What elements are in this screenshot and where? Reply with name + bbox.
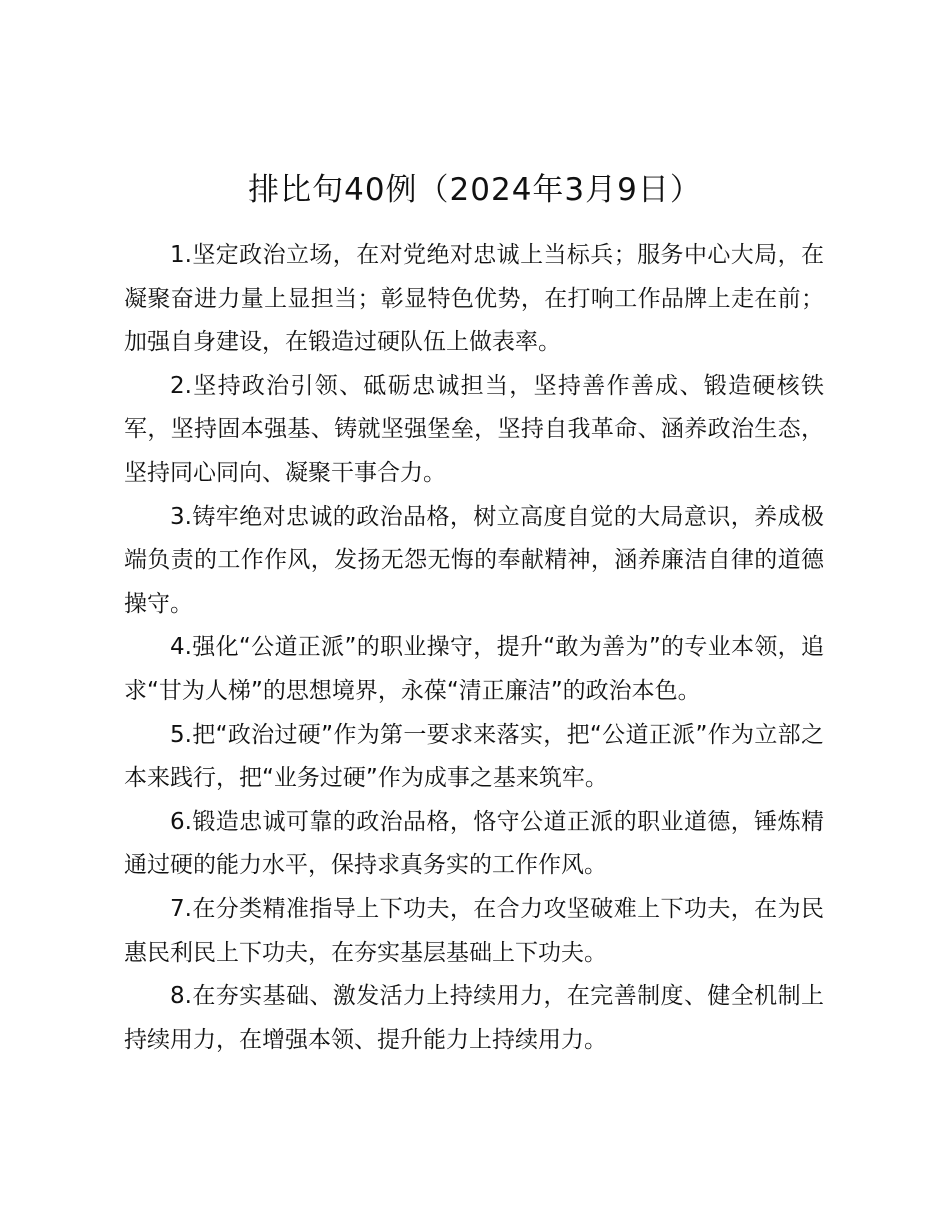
paragraph-7: 7.在分类精准指导上下功夫，在合力攻坚破难上下功夫，在为民惠民利民上下功夫，在夯实基层基础上下功夫。 bbox=[124, 895, 824, 966]
document-title: 排比句40例（2024年3月9日） bbox=[248, 172, 702, 208]
paragraph-3: 3.铸牢绝对忠诚的政治品格，树立高度自觉的大局意识，养成极端负责的工作作风，发扬无怨无悔的奉献精神，涵养廉洁自律的道德操守。 bbox=[124, 503, 824, 617]
paragraph-5: 5.把“政治过硬”作为第一要求来落实，把“公道正派”作为立部之本来践行，把“业务过硬”作为成事之基来筑牢。 bbox=[124, 721, 824, 792]
paragraph-6: 6.锻造忠诚可靠的政治品格，恪守公道正派的职业道德，锤炼精通过硬的能力水平，保持求真务实的工作作风。 bbox=[124, 808, 824, 879]
paragraph-8: 8.在夯实基础、激发活力上持续用力，在完善制度、健全机制上持续用力，在增强本领、提升能力上持续用力。 bbox=[124, 983, 824, 1053]
paragraph-1: 1.坚定政治立场，在对党绝对忠诚上当标兵；服务中心大局，在凝聚奋进力量上显担当；彰显特色优势，在打响工作品牌上走在前；加强自身建设，在锻造过硬队伍上做表率。 bbox=[124, 242, 824, 356]
paragraph-2: 2.坚持政治引领、砥砺忠诚担当，坚持善作善成、锻造硬核铁军，坚持固本强基、铸就坚强堡垒，坚持自我革命、涵养政治生态，坚持同心同向、凝聚干事合力。 bbox=[124, 372, 824, 486]
paragraph-4: 4.强化“公道正派”的职业操守，提升“敢为善为”的专业本领，追求“甘为人梯”的思想境界，永葆“清正廉洁”的政治本色。 bbox=[124, 634, 824, 704]
document-body bbox=[124, 234, 824, 1062]
